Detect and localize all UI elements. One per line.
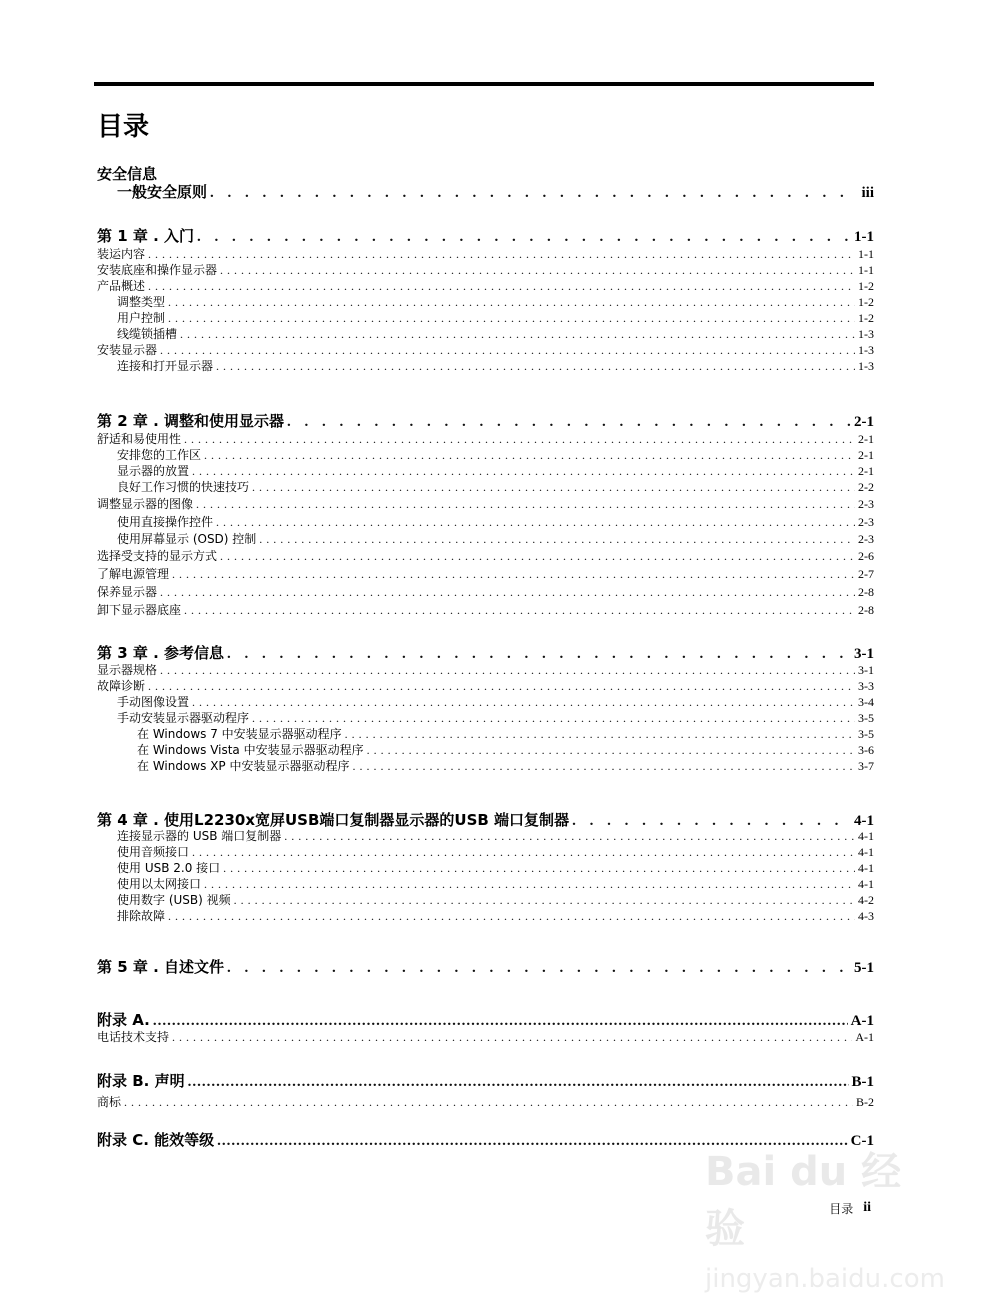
- toc-entry[interactable]: [97, 742, 874, 758]
- appendix-page: A-1: [850, 1013, 874, 1029]
- dot-leader: [172, 1029, 852, 1045]
- toc-chapter-3[interactable]: [97, 643, 874, 664]
- toc-entry-label: 选择受支持的显示方式: [97, 549, 218, 563]
- toc-entry-page: 2-1: [858, 448, 874, 462]
- dot-leader: [210, 183, 858, 203]
- dot-leader: [287, 412, 851, 432]
- toc-entry-label: 使用音频接口: [117, 845, 190, 859]
- toc-entry-page: 4-1: [858, 845, 874, 859]
- dot-leader: [184, 602, 855, 618]
- toc-entry-safety[interactable]: [97, 182, 874, 203]
- toc-entry[interactable]: [97, 342, 874, 358]
- toc-entry-label: 故障诊断: [97, 679, 146, 693]
- toc-entry-page: 2-8: [858, 585, 874, 599]
- toc-entry-label: 使用数字 (USB) 视频: [117, 893, 231, 907]
- toc-entry-label: 手动安装显示器驱动程序: [117, 711, 250, 725]
- toc-entry-label: 线缆锁插槽: [117, 327, 178, 341]
- toc-entry[interactable]: [97, 566, 874, 582]
- toc-entry-label: 用户控制: [117, 311, 166, 325]
- toc-entry-label: 在 Windows 7 中安装显示器驱动程序: [137, 727, 342, 741]
- toc-entry[interactable]: [97, 294, 874, 310]
- toc-entry-label: 调整类型: [117, 295, 166, 309]
- toc-entry-label: 电话技术支持: [97, 1030, 170, 1044]
- toc-entry[interactable]: [97, 876, 874, 892]
- toc-entry-page: 2-1: [858, 432, 874, 446]
- page-title: 目录: [97, 112, 150, 142]
- dot-leader: [160, 342, 855, 358]
- dot-leader: [227, 958, 851, 978]
- toc-entry[interactable]: [97, 908, 874, 924]
- toc-entry-page: 4-1: [858, 877, 874, 891]
- toc-entry-page: 4-3: [858, 909, 874, 923]
- toc-entry[interactable]: [97, 758, 874, 774]
- dot-leader: [367, 742, 855, 758]
- chapter-title: 第 5 章 . 自述文件: [97, 958, 225, 976]
- appendix-title: 附录 B. 声明: [97, 1072, 185, 1090]
- toc-entry-label: 一般安全原则: [117, 183, 208, 201]
- toc-entry-page: 4-2: [858, 893, 874, 907]
- footer-page-number: ii: [863, 1200, 871, 1215]
- watermark-url: jingyan.baidu.com: [705, 1264, 945, 1294]
- toc-entry[interactable]: [97, 531, 874, 547]
- dot-leader: [172, 566, 855, 582]
- toc-entry-label: 连接显示器的 USB 端口复制器: [117, 829, 282, 843]
- baidu-jingyan-watermark: [705, 1140, 945, 1294]
- toc-entry-label: 使用屏幕显示 (OSD) 控制: [117, 532, 257, 546]
- toc-entry-page: 3-7: [858, 759, 874, 773]
- dot-leader: [220, 548, 855, 564]
- toc-chapter-2[interactable]: [97, 411, 874, 432]
- chapter-title: 第 2 章 . 调整和使用显示器: [97, 412, 285, 430]
- toc-entry-page: 3-5: [858, 727, 874, 741]
- dot-leader: [204, 876, 855, 892]
- toc-entry[interactable]: [97, 278, 874, 294]
- dot-leader: [252, 710, 855, 726]
- toc-appendix-b[interactable]: [97, 1071, 874, 1092]
- dot-leader: [197, 227, 851, 247]
- toc-entry-page: 3-1: [858, 663, 874, 677]
- toc-entry[interactable]: [97, 246, 874, 262]
- dot-leader: [220, 262, 855, 278]
- toc-entry-label: 舒适和易使用性: [97, 432, 182, 446]
- toc-entry-page: 1-1: [858, 263, 874, 277]
- footer-label: 目录: [829, 1202, 854, 1216]
- chapter-page: 3-1: [854, 646, 874, 662]
- dot-leader: [223, 860, 855, 876]
- toc-entry[interactable]: [97, 584, 874, 600]
- toc-entry-label: 使用 USB 2.0 接口: [117, 861, 221, 875]
- appendix-page: B-1: [851, 1074, 874, 1090]
- toc-entry-label: 安排您的工作区: [117, 448, 202, 462]
- chapter-page: 5-1: [854, 960, 874, 976]
- toc-entry[interactable]: [97, 662, 874, 678]
- toc-entry-page: 2-6: [858, 549, 874, 563]
- watermark-logo: Bai du 经验: [705, 1149, 902, 1252]
- toc-entry-label: 装运内容: [97, 247, 146, 261]
- toc-entry[interactable]: [97, 860, 874, 876]
- dot-leader: [259, 531, 855, 547]
- dot-leader: [168, 310, 855, 326]
- toc-entry-label: 在 Windows Vista 中安装显示器驱动程序: [137, 743, 364, 757]
- toc-entry-page: 3-3: [858, 679, 874, 693]
- toc-entry[interactable]: [97, 710, 874, 726]
- toc-entry-page: 2-2: [858, 480, 874, 494]
- dot-leader: [153, 1011, 848, 1031]
- toc-entry-page: 2-8: [858, 603, 874, 617]
- chapter-page: 4-1: [854, 813, 874, 829]
- dot-leader: [352, 758, 855, 774]
- appendix-title: 附录 A.: [97, 1011, 150, 1029]
- toc-entry-label: 商标: [97, 1095, 122, 1109]
- toc-entry[interactable]: [97, 1029, 874, 1045]
- toc-entry-label: 安装底座和操作显示器: [97, 263, 218, 277]
- toc-entry-page: 2-3: [858, 532, 874, 546]
- toc-entry-label: 手动图像设置: [117, 695, 190, 709]
- dot-leader: [168, 294, 855, 310]
- toc-entry-page: 4-1: [858, 861, 874, 875]
- dot-leader: [148, 278, 855, 294]
- toc-entry-label: 卸下显示器底座: [97, 603, 182, 617]
- toc-entry[interactable]: [97, 262, 874, 278]
- toc-entry-page: 1-3: [858, 327, 874, 341]
- toc-entry[interactable]: [97, 892, 874, 908]
- toc-entry-page: 3-4: [858, 695, 874, 709]
- toc-entry-label: 显示器规格: [97, 663, 158, 677]
- toc-entry-page: 1-1: [858, 247, 874, 261]
- toc-chapter-1[interactable]: [97, 226, 874, 247]
- toc-entry-page: 1-3: [858, 359, 874, 373]
- toc-entry[interactable]: [97, 726, 874, 742]
- dot-leader: [192, 694, 855, 710]
- toc-entry-page: A-1: [855, 1030, 874, 1044]
- toc-entry-label: 使用直接操作控件: [117, 515, 214, 529]
- toc-entry[interactable]: [97, 479, 874, 495]
- dot-leader: [188, 1072, 849, 1092]
- dot-leader: [192, 463, 855, 479]
- toc-entry-page: 2-1: [858, 464, 874, 478]
- chapter-title: 第 4 章 . 使用L2230x宽屏USB端口复制器显示器的USB 端口复制器: [97, 811, 570, 829]
- chapter-page: 1-1: [854, 229, 874, 245]
- toc-entry-page: 4-1: [858, 829, 874, 843]
- toc-entry-label: 保养显示器: [97, 585, 158, 599]
- dot-leader: [192, 844, 855, 860]
- dot-leader: [216, 514, 855, 530]
- toc-entry[interactable]: [97, 678, 874, 694]
- toc-entry[interactable]: [97, 514, 874, 530]
- toc-entry[interactable]: [97, 694, 874, 710]
- toc-entry-label: 在 Windows XP 中安装显示器驱动程序: [137, 759, 350, 773]
- dot-leader: [148, 246, 855, 262]
- toc-entry-label: 连接和打开显示器: [117, 359, 214, 373]
- dot-leader: [160, 584, 855, 600]
- toc-entry-page: 1-2: [858, 311, 874, 325]
- dot-leader: [196, 496, 855, 512]
- toc-entry-label: 良好工作习惯的快速技巧: [117, 480, 250, 494]
- toc-entry-page: 2-3: [858, 515, 874, 529]
- chapter-page: 2-1: [854, 414, 874, 430]
- toc-entry-page: iii: [861, 185, 874, 201]
- toc-entry-label: 安装显示器: [97, 343, 158, 357]
- toc-entry[interactable]: [97, 496, 874, 512]
- toc-entry-label: 产品概述: [97, 279, 146, 293]
- dot-leader: [284, 828, 855, 844]
- toc-entry[interactable]: [97, 431, 874, 447]
- dot-leader: [180, 326, 855, 342]
- toc-entry-page: 3-5: [858, 711, 874, 725]
- toc-entry[interactable]: [97, 310, 874, 326]
- toc-entry[interactable]: [97, 358, 874, 374]
- toc-entry-label: 排除故障: [117, 909, 166, 923]
- dot-leader: [148, 678, 855, 694]
- dot-leader: [252, 479, 855, 495]
- toc-entry[interactable]: [97, 1094, 874, 1110]
- toc-entry[interactable]: [97, 463, 874, 479]
- toc-entry[interactable]: [97, 828, 874, 844]
- dot-leader: [124, 1094, 853, 1110]
- toc-entry[interactable]: [97, 326, 874, 342]
- toc-chapter-5[interactable]: [97, 957, 874, 978]
- dot-leader: [216, 358, 855, 374]
- toc-entry-page: 2-3: [858, 497, 874, 511]
- chapter-title: 第 3 章 . 参考信息: [97, 644, 225, 662]
- page-footer: [829, 1200, 871, 1217]
- toc-entry-label: 显示器的放置: [117, 464, 190, 478]
- dot-leader: [234, 892, 855, 908]
- toc-entry-page: 1-2: [858, 295, 874, 309]
- dot-leader: [345, 726, 855, 742]
- dot-leader: [204, 447, 855, 463]
- chapter-title: 第 1 章 . 入门: [97, 227, 195, 245]
- toc-entry-label: 使用以太网接口: [117, 877, 202, 891]
- appendix-page: C-1: [850, 1133, 874, 1149]
- safety-heading: 安全信息: [97, 165, 158, 183]
- toc-entry-page: 3-6: [858, 743, 874, 757]
- toc-entry-page: 2-7: [858, 567, 874, 581]
- toc-entry[interactable]: [97, 447, 874, 463]
- toc-entry[interactable]: [97, 548, 874, 564]
- toc-entry-page: 1-2: [858, 279, 874, 293]
- dot-leader: [184, 431, 855, 447]
- toc-appendix-a[interactable]: [97, 1010, 874, 1031]
- toc-entry[interactable]: [97, 602, 874, 618]
- table-of-contents: [97, 0, 874, 1280]
- dot-leader: [168, 908, 855, 924]
- appendix-title: 附录 C. 能效等级: [97, 1131, 215, 1149]
- dot-leader: [227, 644, 851, 664]
- toc-entry-label: 了解电源管理: [97, 567, 170, 581]
- toc-entry-label: 调整显示器的图像: [97, 497, 194, 511]
- toc-entry[interactable]: [97, 844, 874, 860]
- toc-entry-page: 1-3: [858, 343, 874, 357]
- dot-leader: [160, 662, 855, 678]
- toc-entry-page: B-2: [856, 1095, 874, 1109]
